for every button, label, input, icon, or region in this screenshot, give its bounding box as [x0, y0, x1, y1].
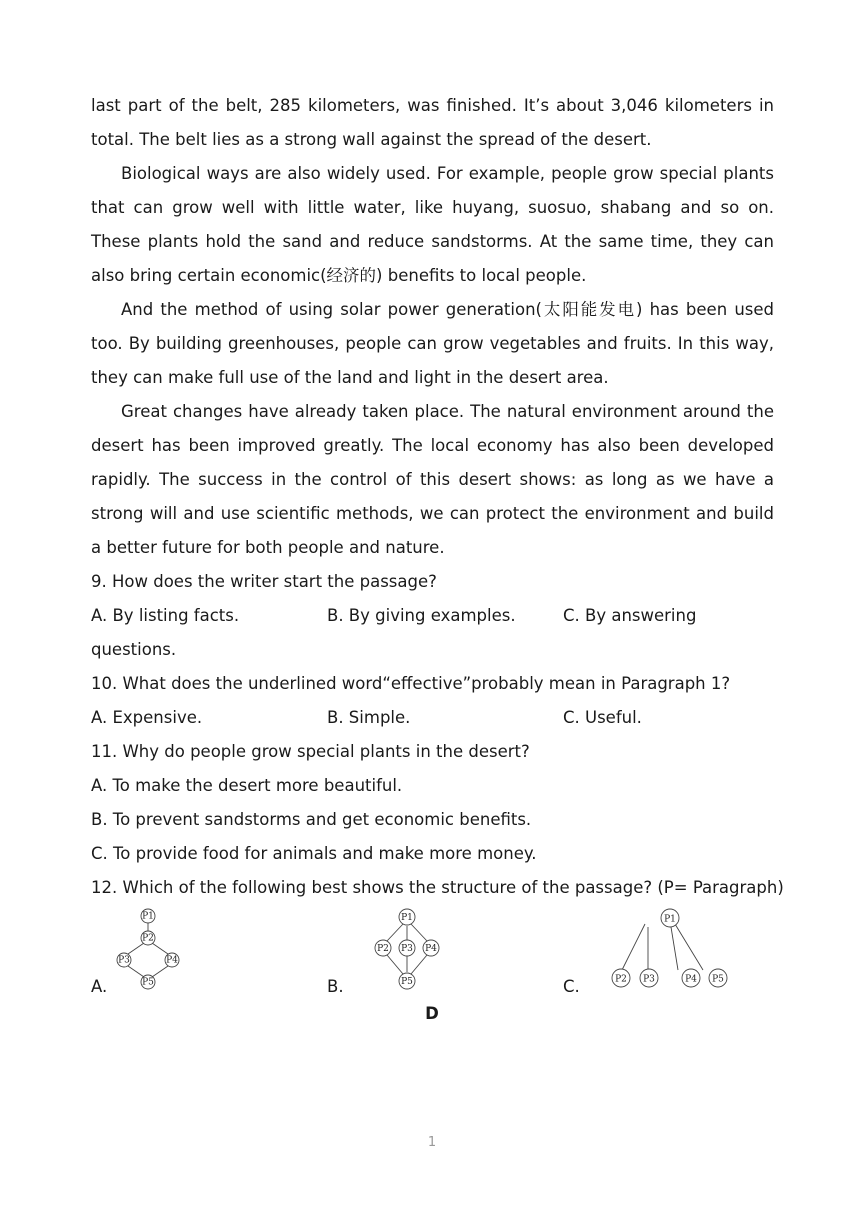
- diagram-b-node-p4: P4: [425, 944, 437, 954]
- diagram-c-node-p4: P4: [685, 974, 697, 985]
- question-9: 9. How does the writer start the passage?: [91, 572, 437, 591]
- diagram-a-node-p2: P2: [142, 933, 154, 944]
- question-10-options: [91, 701, 774, 735]
- answer-key: D: [425, 1004, 439, 1023]
- diagram-b-node-p3: P3: [401, 944, 413, 954]
- question-12: 12. Which of the following best shows the structure of the passage? (P= Paragraph): [91, 878, 784, 897]
- question-10-option-c: C. Useful.: [563, 708, 642, 727]
- structure-diagram-c: [583, 900, 733, 1000]
- diagram-a-node-p4: P4: [166, 955, 178, 966]
- structure-diagram-b: [347, 900, 447, 1000]
- question-12-option-b-label: B.: [327, 977, 344, 996]
- question-12-option-a-label: A.: [91, 977, 108, 996]
- passage-paragraph-changes: Great changes have already taken place. The natural environment around the desert has been improved greatly. The local economy has also been developed rapidly. The success in the control of this desert shows: as long as we have a strong will and use scientific methods, we can protect the environment and build a better future for both people and nature.: [91, 402, 774, 557]
- question-9-options: [91, 599, 774, 633]
- question-12-option-c: [563, 900, 774, 1000]
- diagram-a-node-p5: P5: [142, 977, 154, 988]
- diagram-b-node-p1: P1: [401, 913, 413, 923]
- question-11-option-a: A. To make the desert more beautiful.: [91, 776, 403, 795]
- document-page: [91, 89, 784, 905]
- question-9-option-c: C. By answering: [563, 606, 697, 625]
- diagram-c-node-p1: P1: [664, 914, 676, 925]
- question-9-option-a: A. By listing facts.: [91, 606, 240, 625]
- question-12-option-c-label: C.: [563, 977, 580, 996]
- passage-paragraph-solar: And the method of using solar power generation(太阳能发电) has been used too. By building greenhouses, people can grow vegetables and fruits. In this way, they can make full use of the land and light in the desert area.: [91, 300, 774, 387]
- structure-diagram-a: [111, 900, 211, 1000]
- question-12-option-a: [91, 900, 327, 1000]
- question-12-option-b: [327, 900, 563, 1000]
- diagram-c-node-p3: P3: [643, 974, 655, 985]
- passage-paragraph-belt: last part of the belt, 285 kilometers, was finished. It’s about 3,046 kilometers in total. The belt lies as a strong wall against the spread of the desert.: [91, 96, 774, 149]
- question-11-option-b: B. To prevent sandstorms and get economic benefits.: [91, 810, 532, 829]
- question-10-option-b: B. Simple.: [327, 708, 411, 727]
- diagram-c-node-p2: P2: [615, 974, 627, 985]
- diagram-c-node-p5: P5: [712, 974, 724, 985]
- diagram-b-node-p5: P5: [401, 977, 413, 987]
- passage-paragraph-biological: Biological ways are also widely used. For example, people grow special plants that can grow well with little water, like huyang, suosuo, shabang and so on. These plants hold the sand and reduce sandstorms. At the same time, they can also bring certain economic(经济的) benefits to local people.: [91, 164, 774, 285]
- question-11: 11. Why do people grow special plants in the desert?: [91, 742, 530, 761]
- question-10-option-a: A. Expensive.: [91, 708, 203, 727]
- diagram-a-node-p1: P1: [142, 911, 154, 922]
- question-10: 10. What does the underlined word“effective”probably mean in Paragraph 1?: [91, 674, 731, 693]
- diagram-b-node-p2: P2: [377, 944, 389, 954]
- question-12-diagrams: [91, 900, 774, 1000]
- question-9-option-c-continued: questions.: [91, 640, 177, 659]
- question-9-option-b: B. By giving examples.: [327, 606, 516, 625]
- question-11-option-c: C. To provide food for animals and make more money.: [91, 844, 537, 863]
- page-number: 1: [427, 1135, 437, 1150]
- diagram-a-node-p3: P3: [118, 955, 130, 966]
